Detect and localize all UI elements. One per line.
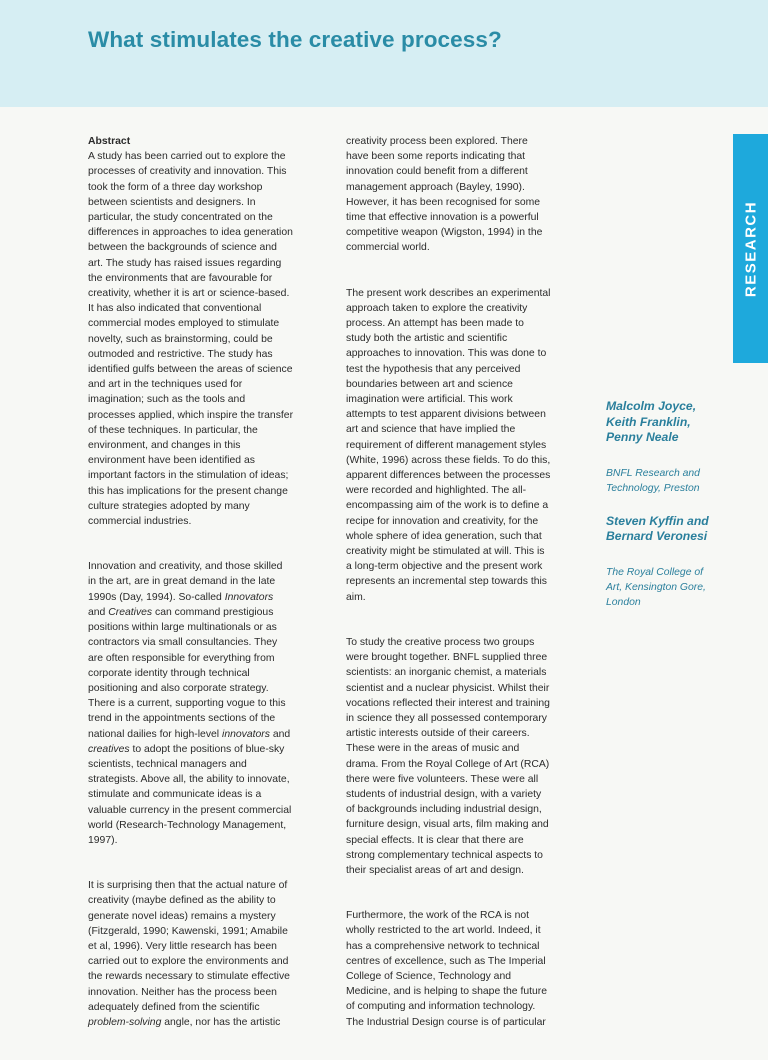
abstract-paragraph — [88, 134, 320, 529]
body-paragraph: To study the creative process two groups were brought together. BNFL supplied three scientists: an inorganic chemist, a materials scientist and a nuclear physicist. Whilst their vocations reflected their interest and training in science they all possessed contemporary artistic interests outside of their careers. These were in the areas of music and drama. From the Royal College of Art (RCA) there were five volunteers. These were all students of industrial design, with a variety of backgrounds including industrial design, furniture design, visual arts, film making and special effects. It is clear that there are strong complementary technical aspects to their specialist areas of art and design. — [346, 636, 550, 876]
section-tab-label: RESEARCH — [742, 200, 759, 297]
author-names: Malcolm Joyce, Keith Franklin, Penny Neale — [606, 399, 697, 444]
author-affiliation: The Royal College of Art, Kensington Gore, London — [606, 566, 706, 608]
middle-column — [346, 134, 578, 1060]
left-column — [88, 134, 320, 1060]
abstract-heading: Abstract — [88, 136, 131, 147]
author-group — [606, 514, 746, 610]
body-paragraph: creativity process been explored. There have been some reports indicating that innovation could benefit from a different management approach (Bayley, 1990). However, it has been recognised for some time that effective innovation is a powerful competitive weapon (Wigston, 1994) in the commercial world. — [346, 136, 543, 254]
header-band — [0, 0, 768, 107]
page-title: What stimulates the creative process? — [88, 27, 502, 52]
author-block — [606, 399, 746, 628]
author-affiliation: BNFL Research and Technology, Preston — [606, 467, 700, 494]
body-paragraph: Furthermore, the work of the RCA is not wholly restricted to the art world. Indeed, it has a comprehensive network to technical centres of excellence, such as The Imperial College of Science, Technology and Medicine, and is helping to shape the future of computing and information technology. The Industrial Design course is of particular — [346, 910, 548, 1028]
body-paragraph: It is surprising then that the actual nature of creativity (maybe defined as the ability to generate novel ideas) remains a mystery (Fitzgerald, 1990; Kawenski, 1991; Amabile et al, 1996). Very little research has been carried out to explore the environments and the rewards necessary to stimulate effective innovation. Neither has the process been adequately defined from the scientific problem-solving angle, nor has the artistic — [88, 880, 290, 1028]
body-paragraph: Innovation and creativity, and those skilled in the art, are in great demand in the late 1990s (Day, 1994). So-called Innovators and Creatives can command prestigious positions within large multinationals or as contractors via small consultancies. They are often responsible for everything from corporate identity through technical positioning and also corporate strategy. There is a current, supporting vogue to this trend in the appointments sections of the national dailies for high-level innovators and creatives to adopt the positions of blue-sky scientists, technical managers and strategists. Above all, the ability to innovate, stimulate and communicate ideas is a valuable currency in the present commercial world (Research-Technology Management, 1997). — [88, 561, 292, 846]
author-names: Steven Kyffin and Bernard Veronesi — [606, 513, 709, 543]
body-paragraph: The present work describes an experimental approach taken to explore the creativity process. An attempt has been made to study both the artistic and scientific approaches to innovation. This was done to test the hypothesis that any perceived boundaries between art and science imagination were artificial. This work attempts to test apparent divisions between art and science that have implied the requirement of different management styles (White, 1996) across these fields. To do this, apparent differences between the processes were recorded and highlighted. The all- encompassing aim of the work is to define a recipe for innovation and creativity, for the whole sphere of idea generation, such that creativity might be stimulated at will. This is a long-term objective and the present work represents an incremental step towards this aim. — [346, 287, 551, 603]
abstract-text: A study has been carried out to explore the processes of creativity and innovation. This took the form of a three day workshop between scientists and designers. In particular, the study concentrated on the differences in approaches to idea generation between the backgrounds of science and art. The study has raised issues regarding the environments that are favourable for creativity, whether it is art or science-based. It has also indicated that conventional commercial modes employed to stimulate novelty, such as brainstorming, could be outmoded and restrictive. The study has identified gulfs between the areas of science and art in the techniques used for imagination; such as the tools and processes applied, which inspire the transfer of these techniques. In particular, the environment, and changes in this environment have been identified as important factors in the stimulation of ideas; this has implications for the present change culture strategies adopted by many commercial industries. — [88, 151, 294, 528]
author-group — [606, 399, 746, 496]
section-tab — [733, 134, 768, 363]
